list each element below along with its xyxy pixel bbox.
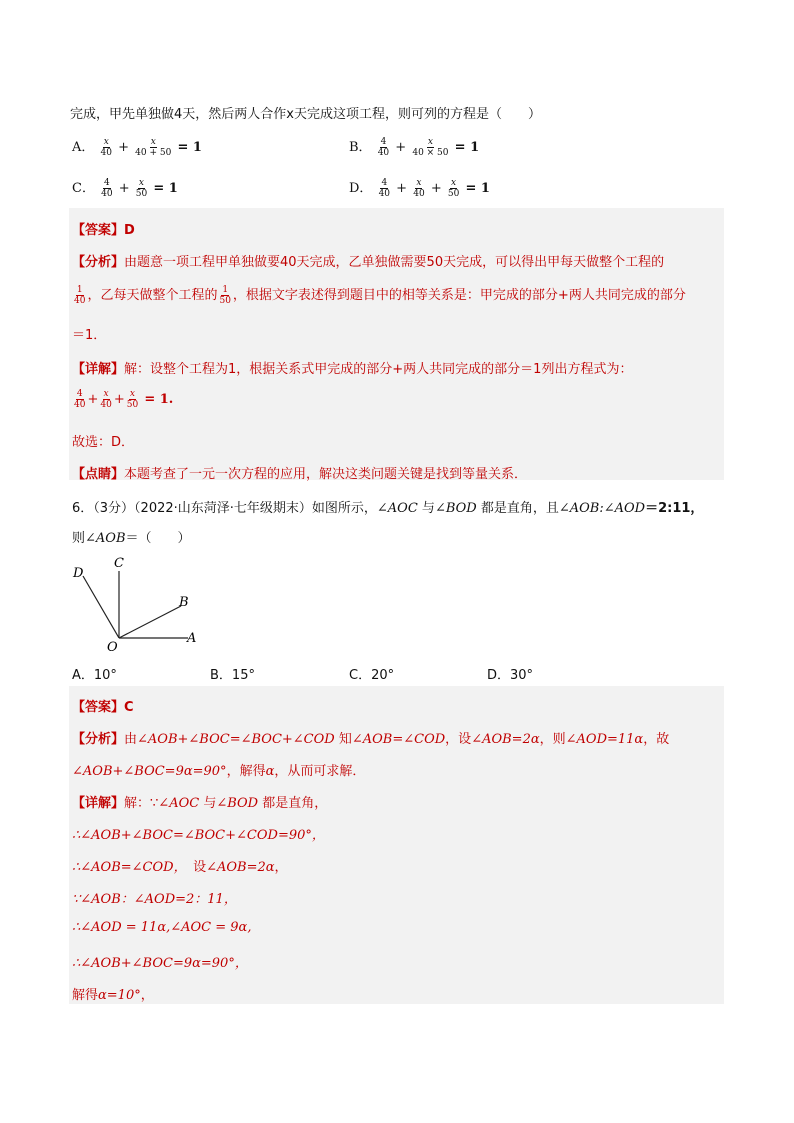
q5-choose: 故选：D． [72,435,135,450]
q5-analysis-line2: $\frac{1}{40}$ ，乙每天做整个工程的 $\frac{1}{50}$ ，根据文字表述得到题目中的相等关系是：甲完成的部分+两人共同完成的部分 [74,285,686,306]
q6-analysis-line2: ∠AOB+∠BOC=9α=90°，解得α，从而可求解． [72,764,366,779]
angle-figure [68,554,208,654]
q6-detail-line6: ∴∠AOB+∠BOC=9α=90°， [72,956,248,971]
q5-analysis-line1: 【分析】由题意一项工程甲单独做要40天完成，乙单独做需要50天完成，可以得出甲每天做整个工程的 [72,255,665,270]
q5-analysis-line3: ＝1． [72,328,107,343]
q6-answer: 【答案】C [72,700,134,715]
q6-stem-line2: 则∠AOB＝（ ） [72,531,191,546]
q5-option-d[interactable]: D． $\frac{4}{40}$ + $\frac{x}{40}$ + $\frac{x}{50}$ = 1 [349,178,490,199]
ray-od [83,576,119,638]
q6-option-b[interactable]: B．15° [210,668,255,683]
q5-answer: 【答案】D [72,223,135,238]
q5-stem: 完成，甲先单独做4天，然后两人合作x天完成这项工程，则可列的方程是（ ） [70,107,541,122]
q6-detail-line7: 解得α=10°， [72,988,154,1003]
point-label-a: A [187,631,197,646]
q6-stem-line1: 6．（3分）（2022·山东菏泽·七年级期末）如图所示，∠AOC 与∠BOD 都是直角，且∠AOB:∠AOD＝2:11， [72,501,704,516]
point-label-o: O [107,640,118,654]
q6-detail-line2: ∴∠AOB+∠BOC=∠BOC+∠COD=90°， [72,828,325,843]
q6-detail-line3: ∴∠AOB=∠COD， 设∠AOB=2α， [72,860,288,875]
q6-option-d[interactable]: D．30° [487,668,534,683]
q6-detail-line5: ∴∠AOD = 11α,∠AOC = 9α, [72,920,252,935]
q6-option-a[interactable]: A．10° [72,668,117,683]
point-label-c: C [114,556,124,571]
q6-analysis-line1: 【分析】由∠AOB+∠BOC=∠BOC+∠COD 知∠AOB=∠COD，设∠AOB=2α，则∠AOD=11α，故 [72,732,670,747]
q5-option-c[interactable]: C． $\frac{4}{40}$ + $\frac{x}{50}$ = 1 [72,178,178,199]
q5-solution-block [69,208,724,480]
q5-comment: 【点睛】本题考查了一元一次方程的应用，解决这类问题关键是找到等量关系． [72,467,528,482]
q5-option-a[interactable]: A． $\frac{x}{40}$ + $\frac{x}{40 + 50}$ = 1 [72,137,202,158]
q6-option-c[interactable]: C．20° [349,668,395,683]
point-label-d: D [73,566,84,581]
q6-detail-line1: 【详解】解：∵∠AOC 与∠BOD 都是直角， [72,796,328,811]
ray-ob [119,606,181,638]
q5-detail-line1: 【详解】解：设整个工程为1，根据关系式甲完成的部分+两人共同完成的部分＝1列出方程式为： [72,362,633,377]
point-label-b: B [179,595,189,610]
q5-option-b[interactable]: B． $\frac{4}{40}$ + $\frac{x}{40 \times 50}$ = 1 [349,137,480,158]
q5-detail-equation: $\frac{4}{40}$ + $\frac{x}{40}$ + $\frac{x}{50}$ = 1. [74,389,174,410]
q6-detail-line4: ∵∠AOB：∠AOD=2：11， [72,892,237,907]
